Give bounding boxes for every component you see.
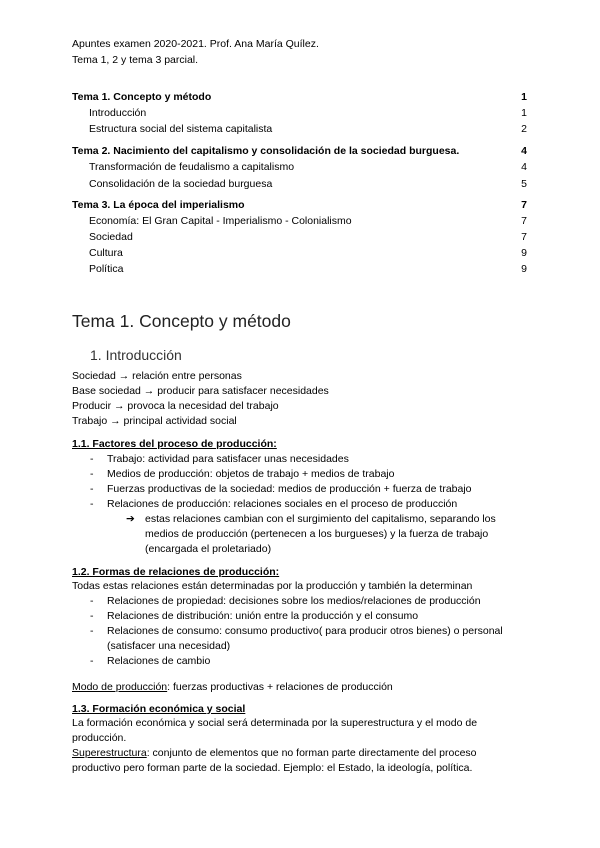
list-item-text: Relaciones de cambio [107, 655, 211, 667]
toc-title: Política [89, 263, 124, 275]
list-item-continuation: (satisfacer una necesidad) [107, 640, 231, 652]
toc-title: Estructura social del sistema capitalista [89, 123, 273, 135]
toc-page: 9 [521, 247, 527, 259]
list-item-text: Relaciones de producción: relaciones sociales en el proceso de producción [107, 498, 458, 510]
intro-line: Base sociedad → producir para satisfacer necesidades [72, 385, 329, 397]
list-item-text: Relaciones de distribución: unión entre la producción y el consumo [107, 610, 419, 622]
header-line-1: Apuntes examen 2020-2021. Prof. Ana María Quílez. [72, 38, 319, 50]
toc-entry-tema-2[interactable] [72, 145, 527, 160]
toc-entry-transformacion[interactable] [72, 161, 527, 176]
toc-entry-tema-1[interactable] [72, 91, 527, 106]
toc-title: Consolidación de la sociedad burguesa [89, 178, 273, 190]
bullet-dash: - [90, 453, 94, 465]
definition-term: Superestructura [72, 747, 147, 759]
toc-page: 7 [521, 199, 527, 211]
toc-title: Economía: El Gran Capital - Imperialismo - Colonialismo [89, 215, 352, 227]
toc-title: Tema 2. Nacimiento del capitalismo y consolidación de la sociedad burguesa. [72, 145, 460, 157]
arrow-icon: ➔ [126, 513, 135, 525]
modo-produccion-definition [72, 681, 393, 693]
toc-entry-introduccion[interactable] [72, 107, 527, 122]
superestructura-definition [72, 747, 477, 759]
toc-title: Introducción [89, 107, 147, 119]
intro-line: Sociedad → relación entre personas [72, 370, 242, 382]
toc-page: 7 [521, 231, 527, 243]
heading-tema-1: Tema 1. Concepto y método [72, 311, 291, 331]
toc-page: 2 [521, 123, 527, 135]
toc-title: Transformación de feudalismo a capitalismo [89, 161, 295, 173]
bullet-dash: - [90, 468, 94, 480]
toc-page: 1 [521, 91, 527, 103]
bullet-dash: - [90, 655, 94, 667]
list-item-text: Relaciones de propiedad: decisiones sobre los medios/relaciones de producción [107, 595, 481, 607]
definition-term: Modo de producción [72, 681, 168, 693]
toc-page: 4 [521, 145, 527, 157]
toc-entry-estructura-social[interactable] [72, 123, 527, 138]
toc-entry-politica[interactable] [72, 263, 527, 278]
definition-text: : fuerzas productivas + relaciones de producción [167, 681, 393, 693]
toc-entry-tema-3[interactable] [72, 199, 527, 214]
toc-page: 4 [521, 161, 527, 173]
toc-page: 7 [521, 215, 527, 227]
intro-line: Trabajo → principal actividad social [72, 415, 237, 427]
section-1-2-intro: Todas estas relaciones están determinadas por la producción y también la determinan [72, 580, 473, 592]
toc-page: 5 [521, 178, 527, 190]
heading-introduccion: 1. Introducción [90, 347, 182, 363]
toc-page: 9 [521, 263, 527, 275]
list-item-text: Medios de producción: objetos de trabajo + medios de trabajo [107, 468, 395, 480]
section-1-2-title: 1.2. Formas de relaciones de producción: [72, 566, 280, 578]
toc-title: Tema 3. La época del imperialismo [72, 199, 245, 211]
paragraph-line: producción. [72, 732, 127, 744]
arrow-item-continuation: (encargada el proletariado) [145, 543, 272, 555]
bullet-dash: - [90, 595, 94, 607]
bullet-dash: - [90, 483, 94, 495]
intro-line: Producir → provoca la necesidad del trabajo [72, 400, 279, 412]
paragraph-line: La formación económica y social será determinada por la superestructura y el modo de [72, 717, 478, 729]
paragraph-line: productivo pero forman parte de la sociedad. Ejemplo: el Estado, la ideología, política. [72, 762, 473, 774]
definition-text: : conjunto de elementos que no forman parte directamente del proceso [146, 747, 477, 759]
toc-title: Sociedad [89, 231, 133, 243]
section-1-3-title: 1.3. Formación económica y social [72, 703, 246, 715]
toc-entry-consolidacion[interactable] [72, 178, 527, 193]
bullet-dash: - [90, 498, 94, 510]
toc-title: Cultura [89, 247, 123, 259]
bullet-dash: - [90, 625, 94, 637]
toc-title: Tema 1. Concepto y método [72, 91, 212, 103]
bullet-dash: - [90, 610, 94, 622]
header-line-2: Tema 1, 2 y tema 3 parcial. [72, 54, 199, 66]
list-item-text: Trabajo: actividad para satisfacer unas necesidades [107, 453, 349, 465]
toc-entry-cultura[interactable] [72, 247, 527, 262]
list-item-text: Relaciones de consumo: consumo productivo( para producir otros bienes) o personal [107, 625, 503, 637]
toc-entry-economia[interactable] [72, 215, 527, 230]
list-item-text: Fuerzas productivas de la sociedad: medios de producción + fuerza de trabajo [107, 483, 472, 495]
toc-page: 1 [521, 107, 527, 119]
section-1-1-title: 1.1. Factores del proceso de producción: [72, 438, 277, 450]
arrow-item-continuation: medios de producción (pertenecen a los burgueses) y la fuerza de trabajo [145, 528, 489, 540]
list-item-text: estas relaciones cambian con el surgimiento del capitalismo, separando los [145, 513, 496, 525]
toc-entry-sociedad[interactable] [72, 231, 527, 246]
